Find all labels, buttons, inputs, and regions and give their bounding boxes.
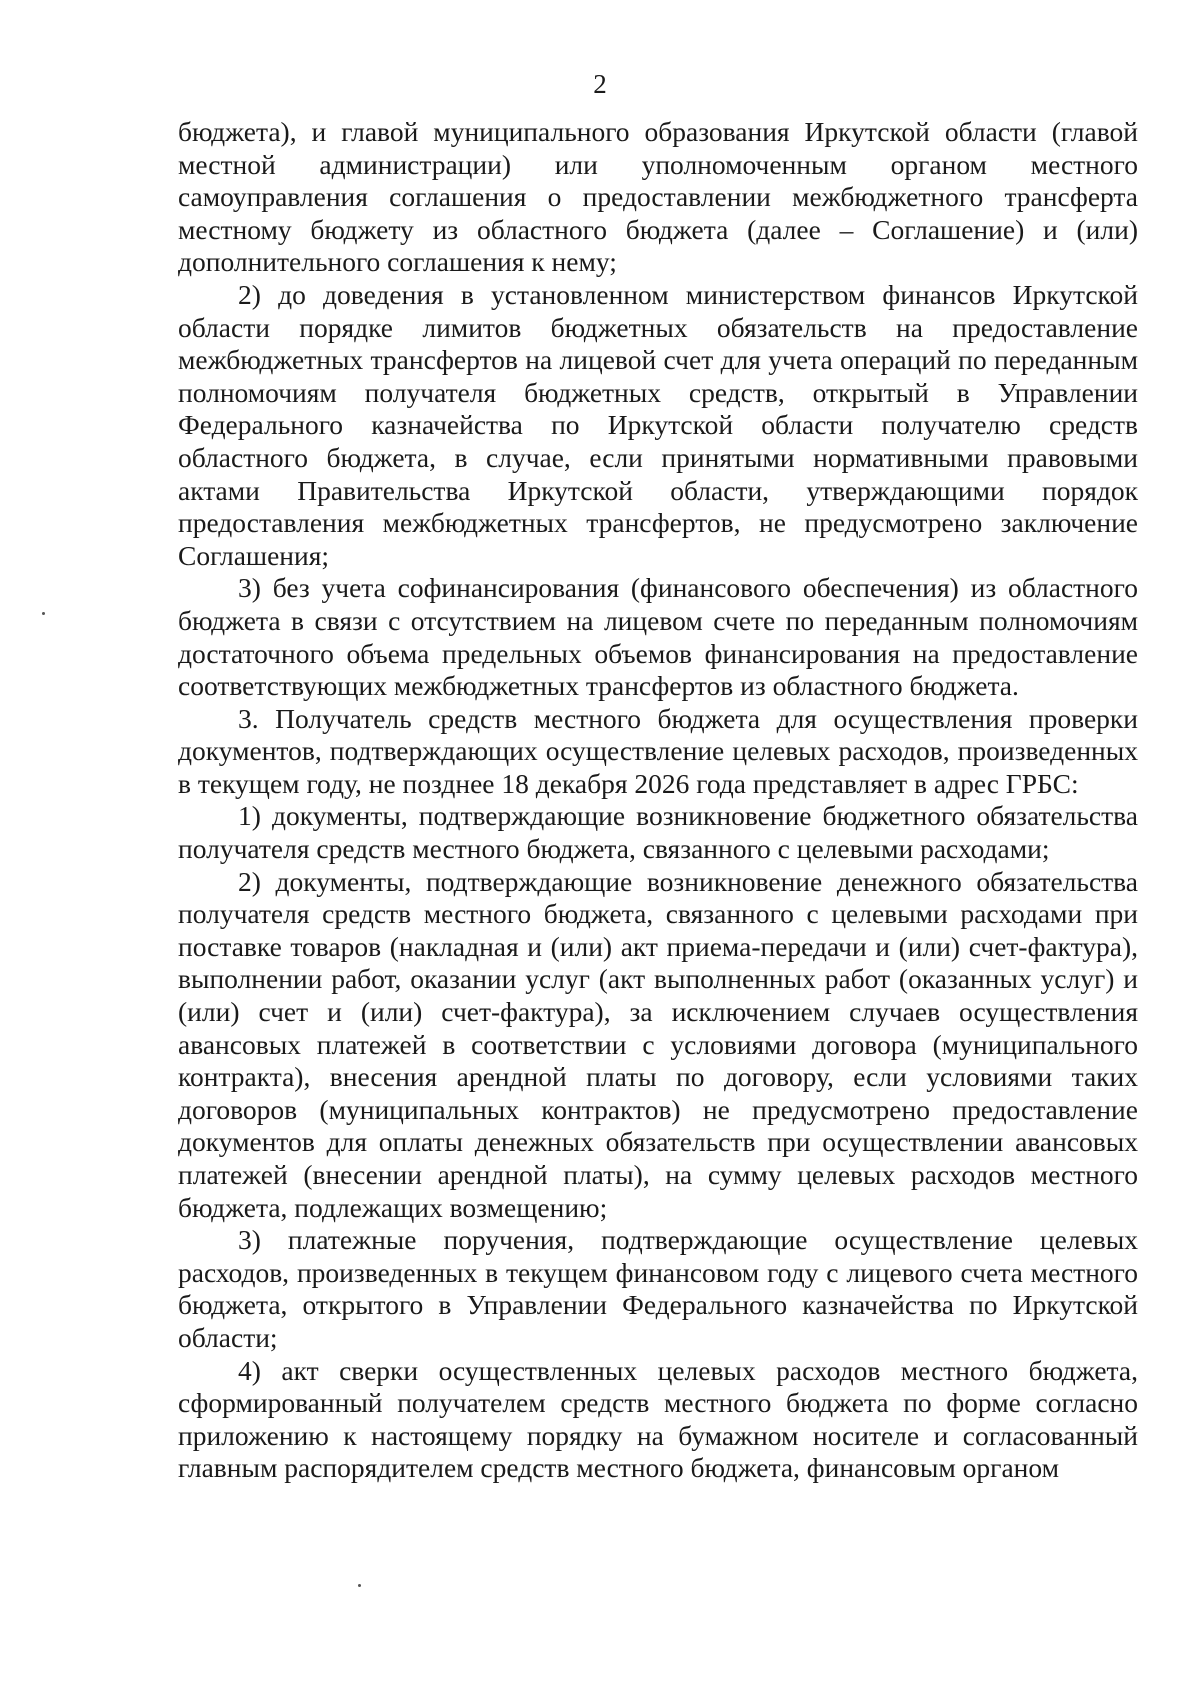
paragraph-item-2: 2) до доведения в установленном министерством финансов Иркутской области порядке лимитов бюджетных обязательств на предоставление межбюджетных трансфертов на лицевой счет для учета операций по переданным полномочиям получателя бюджетных средств, открытый в Управлении Федерального казначейства по Иркутской области получателю средств областного бюджета, в случае, если принятыми нормативными правовыми актами Правительства Иркутской области, утверждающими порядок предоставления межбюджетных трансфертов, не предусмотрено заключение Соглашения; [178, 278, 1138, 571]
paragraph-subitem-2: 2) документы, подтверждающие возникновение денежного обязательства получателя средств местного бюджета, связанного с целевыми расходами при поставке товаров (накладная и (или) акт приема-передачи и (или) счет-фактура), выполнении работ, оказании услуг (акт выполненных работ (оказанных услуг) и (или) счет и (или) счет-фактура), за исключением случаев осуществления авансовых платежей в соответствии с условиями договора (муниципального контракта), внесения арендной платы по договору, если условиями таких договоров (муниципальных контрактов) не предусмотрено предоставление документов для оплаты денежных обязательств при осуществлении авансовых платежей (внесении арендной платы), на сумму целевых расходов местного бюджета, подлежащих возмещению; [178, 865, 1138, 1223]
paragraph-section-3: 3. Получатель средств местного бюджета для осуществления проверки документов, подтверждающих осуществление целевых расходов, произведенных в текущем году, не позднее 18 декабря 2026 года представляет в адрес ГРБС: [178, 702, 1138, 799]
paragraph-subitem-3: 3) платежные поручения, подтверждающие осуществление целевых расходов, произведенных в текущем финансовом году с лицевого счета местного бюджета, открытого в Управлении Федерального казначейства по Иркутской области; [178, 1224, 1138, 1353]
paragraph-item-3: 3) без учета софинансирования (финансового обеспечения) из областного бюджета в связи с отсутствием на лицевом счете по переданным полномочиям достаточного объема предельных объемов финансирования на предоставление соответствующих межбюджетных трансфертов из областного бюджета. [178, 572, 1138, 702]
document-body [178, 116, 1138, 1485]
scan-speck [358, 1584, 361, 1587]
paragraph-continuation: бюджета), и главой муниципального образования Иркутской области (главой местной администрации) или уполномоченным органом местного самоуправления соглашения о предоставлении межбюджетного трансферта местному бюджету из областного бюджета (далее – Соглашение) и (или) дополнительного соглашения к нему; [178, 116, 1138, 278]
paragraph-subitem-4: 4) акт сверки осуществленных целевых расходов местного бюджета, сформированный получателем средств местного бюджета по форме согласно приложению к настоящему порядку на бумажном носителе и согласованный главным распорядителем средств местного бюджета, финансовым органом [178, 1354, 1138, 1484]
paragraph-subitem-1: 1) документы, подтверждающие возникновение бюджетного обязательства получателя средств местного бюджета, связанного с целевыми расходами; [178, 800, 1138, 865]
scan-speck [42, 612, 45, 615]
page-number: 2 [593, 69, 607, 99]
